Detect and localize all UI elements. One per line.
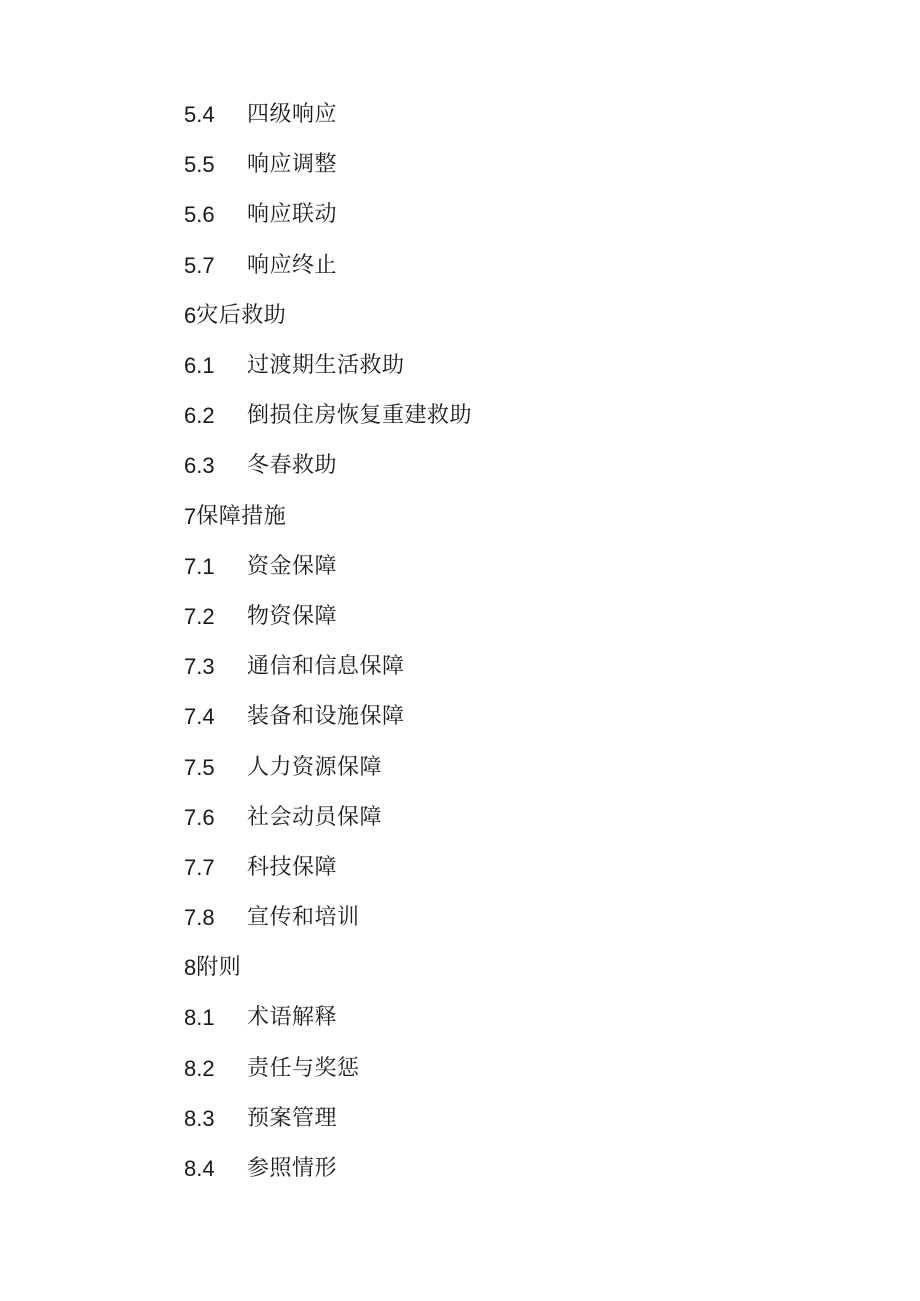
toc-entry-number: 5.5 bbox=[184, 152, 215, 178]
toc-entry-number: 7.4 bbox=[184, 704, 215, 730]
toc-section-entry bbox=[184, 441, 864, 491]
toc-entry-title: 社会动员保障 bbox=[247, 804, 383, 830]
toc-entry-number: 8.2 bbox=[184, 1055, 215, 1081]
toc-entry-number: 5.7 bbox=[184, 252, 215, 278]
toc-entry-title: 响应调整 bbox=[247, 152, 338, 178]
toc-section-entry bbox=[184, 642, 864, 692]
toc-section-entry bbox=[184, 742, 864, 792]
toc-entry-number: 7 bbox=[184, 503, 197, 529]
toc-section-entry bbox=[184, 90, 864, 140]
toc-section-entry bbox=[184, 692, 864, 742]
toc-entry-title: 物资保障 bbox=[247, 603, 338, 629]
toc-section-entry bbox=[184, 993, 864, 1043]
toc-chapter-entry bbox=[184, 492, 864, 542]
toc-entry-number: 6 bbox=[184, 302, 197, 328]
table-of-contents bbox=[184, 90, 864, 1194]
toc-section-entry bbox=[184, 190, 864, 240]
toc-section-entry bbox=[184, 893, 864, 943]
toc-entry-number: 8 bbox=[184, 955, 197, 981]
toc-entry-title: 装备和设施保障 bbox=[247, 704, 405, 730]
toc-entry-number: 7.5 bbox=[184, 754, 215, 780]
toc-entry-number: 7.1 bbox=[184, 553, 215, 579]
toc-entry-number: 8.3 bbox=[184, 1105, 215, 1131]
toc-entry-number: 8.4 bbox=[184, 1156, 215, 1182]
toc-section-entry bbox=[184, 843, 864, 893]
toc-section-entry bbox=[184, 542, 864, 592]
toc-entry-title: 四级响应 bbox=[247, 102, 338, 128]
toc-entry-title: 预案管理 bbox=[247, 1105, 338, 1131]
toc-entry-number: 7.8 bbox=[184, 905, 215, 931]
toc-entry-number: 7.7 bbox=[184, 854, 215, 880]
toc-entry-title: 通信和信息保障 bbox=[247, 654, 405, 680]
toc-entry-number: 7.3 bbox=[184, 654, 215, 680]
toc-entry-title: 灾后救助 bbox=[196, 302, 287, 328]
toc-entry-title: 责任与奖惩 bbox=[247, 1055, 360, 1081]
toc-entry-title: 冬春救助 bbox=[247, 453, 338, 479]
toc-section-entry bbox=[184, 1144, 864, 1194]
toc-section-entry bbox=[184, 1044, 864, 1094]
toc-entry-number: 6.3 bbox=[184, 453, 215, 479]
toc-section-entry bbox=[184, 793, 864, 843]
toc-section-entry bbox=[184, 140, 864, 190]
toc-entry-title: 人力资源保障 bbox=[247, 754, 383, 780]
toc-entry-number: 7.6 bbox=[184, 804, 215, 830]
toc-entry-title: 术语解释 bbox=[247, 1005, 338, 1031]
toc-entry-title: 资金保障 bbox=[247, 553, 338, 579]
toc-entry-number: 6.2 bbox=[184, 403, 215, 429]
toc-section-entry bbox=[184, 1094, 864, 1144]
toc-entry-number: 5.4 bbox=[184, 102, 215, 128]
toc-entry-title: 保障措施 bbox=[196, 503, 287, 529]
toc-section-entry bbox=[184, 241, 864, 291]
toc-section-entry bbox=[184, 592, 864, 642]
toc-entry-title: 科技保障 bbox=[247, 854, 338, 880]
toc-section-entry bbox=[184, 391, 864, 441]
toc-entry-number: 8.1 bbox=[184, 1005, 215, 1031]
toc-entry-number: 7.2 bbox=[184, 603, 215, 629]
toc-entry-title: 倒损住房恢复重建救助 bbox=[247, 403, 473, 429]
toc-entry-title: 过渡期生活救助 bbox=[247, 353, 405, 379]
toc-entry-number: 5.6 bbox=[184, 202, 215, 228]
toc-entry-title: 参照情形 bbox=[247, 1156, 338, 1182]
toc-entry-title: 响应终止 bbox=[247, 252, 338, 278]
toc-chapter-entry bbox=[184, 291, 864, 341]
toc-chapter-entry bbox=[184, 943, 864, 993]
toc-entry-title: 宣传和培训 bbox=[247, 905, 360, 931]
toc-section-entry bbox=[184, 341, 864, 391]
toc-entry-title: 响应联动 bbox=[247, 202, 338, 228]
toc-entry-title: 附则 bbox=[196, 955, 242, 981]
toc-entry-number: 6.1 bbox=[184, 353, 215, 379]
